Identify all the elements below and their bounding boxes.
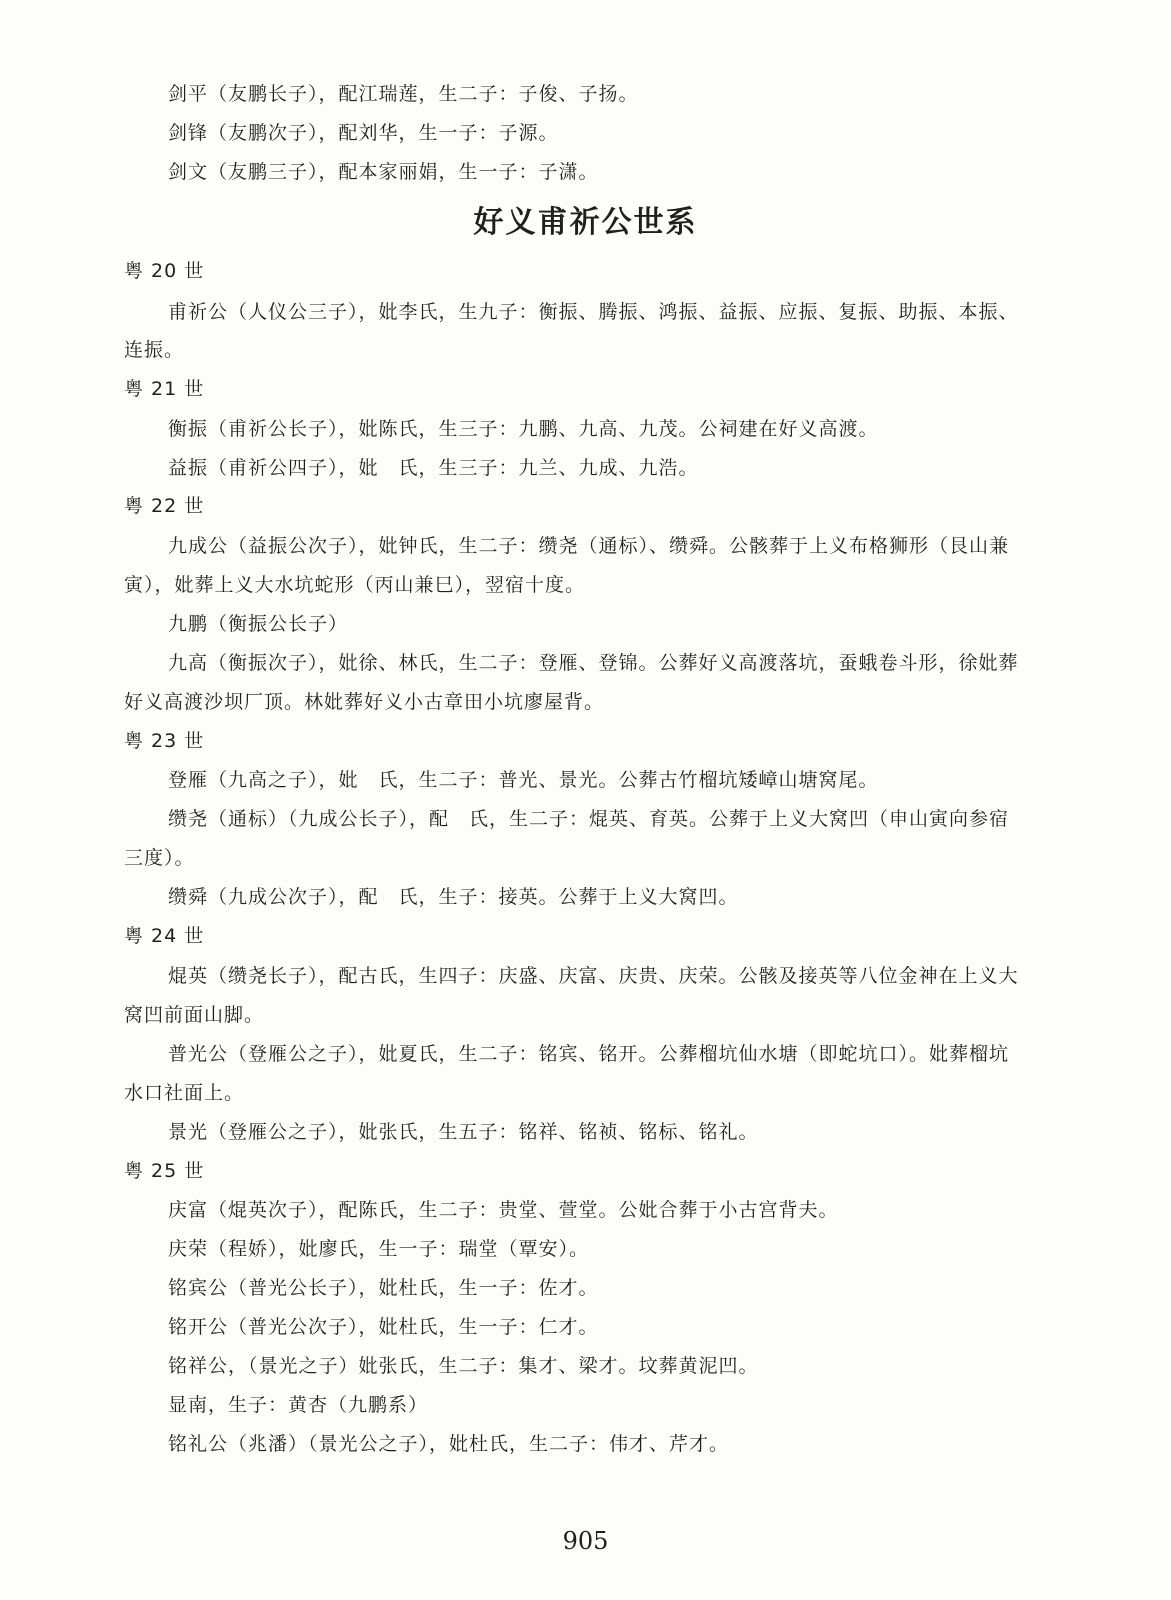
text-line: 铭祥公，（景光之子）妣张氏，生二子：集才、梁才。坟葬黄泥凹。 (168, 1355, 759, 1377)
text-line: 寅），妣葬上义大水坑蛇形（丙山兼巳），翌宿十度。 (124, 574, 586, 596)
generation-heading: 粤 22 世 (124, 495, 205, 517)
text-line: 剑锋（友鹏次子），配刘华，生一子：子源。 (168, 122, 559, 144)
generation-heading: 粤 24 世 (124, 925, 205, 947)
text-line: 缵尧（通标）（九成公长子），配 氏，生二子：焜英、育英。公葬于上义大窝凹（申山寅向参宿 (168, 808, 1010, 830)
text-line: 普光公（登雁公之子），妣夏氏，生二子：铭宾、铭开。公葬榴坑仙水塘（即蛇坑口）。妣葬榴坑 (168, 1043, 1010, 1065)
text-line: 三度）。 (124, 847, 195, 869)
text-line: 剑平（友鹏长子），配江瑞莲，生二子：子俊、子扬。 (168, 83, 639, 105)
text-line: 景光（登雁公之子），妣张氏，生五子：铭祥、铭祯、铭标、铭礼。 (168, 1121, 759, 1143)
text-line: 益振（甫祈公四子），妣 氏，生三子：九兰、九成、九浩。 (168, 457, 699, 479)
text-line: 窝凹前面山脚。 (124, 1004, 265, 1026)
section-title: 好义甫祈公世系 (473, 205, 698, 240)
generation-heading: 粤 25 世 (124, 1160, 205, 1182)
generation-heading: 粤 21 世 (124, 378, 205, 400)
text-line: 好义高渡沙坝厂顶。林妣葬好义小古章田小坑廖屋背。 (124, 691, 605, 713)
text-line: 铭宾公（普光公长子），妣杜氏，生一子：佐才。 (168, 1277, 599, 1299)
text-line: 显南，生子：黄杏（九鹏系） (168, 1394, 429, 1416)
text-line: 焜英（缵尧长子），配古氏，生四子：庆盛、庆富、庆贵、庆荣。公骸及接英等八位金神在上义大 (168, 965, 1019, 987)
generation-heading: 粤 23 世 (124, 730, 205, 752)
text-line: 铭礼公（兆潘）（景光公之子），妣杜氏，生二子：伟才、芹才。 (168, 1433, 730, 1455)
text-line: 连振。 (124, 339, 185, 361)
text-line: 衡振（甫祈公长子），妣陈氏，生三子：九鹏、九高、九茂。公祠建在好义高渡。 (168, 418, 879, 440)
text-line: 缵舜（九成公次子），配 氏，生子：接英。公葬于上义大窝凹。 (168, 886, 739, 908)
text-line: 登雁（九高之子），妣 氏，生二子：普光、景光。公葬古竹榴坑矮嶂山塘窝尾。 (168, 769, 879, 791)
text-line: 九鹏（衡振公长子） (168, 613, 349, 635)
text-line: 水口社面上。 (124, 1082, 245, 1104)
text-line: 庆荣（程娇），妣廖氏，生一子：瑞堂（覃安）。 (168, 1238, 590, 1260)
page-number: 905 (562, 1527, 609, 1555)
text-line: 九高（衡振次子），妣徐、林氏，生二子：登雁、登锦。公葬好义高渡落坑，蚕蛾卷斗形，徐妣葬 (168, 652, 1019, 674)
text-line: 九成公（益振公次子），妣钟氏，生二子：缵尧（通标）、缵舜。公骸葬于上义布格狮形（艮山兼 (168, 535, 1010, 557)
text-line: 甫祈公（人仪公三子），妣李氏，生九子：衡振、腾振、鸿振、益振、应振、复振、助振、本振、 (168, 301, 1019, 323)
text-line: 庆富（焜英次子），配陈氏，生二子：贵堂、萱堂。公妣合葬于小古宫背夫。 (168, 1199, 839, 1221)
text-line: 铭开公（普光公次子），妣杜氏，生一子：仁才。 (168, 1316, 599, 1338)
text-line: 剑文（友鹏三子），配本家丽娟，生一子：子潇。 (168, 161, 599, 183)
generation-heading: 粤 20 世 (124, 260, 205, 282)
